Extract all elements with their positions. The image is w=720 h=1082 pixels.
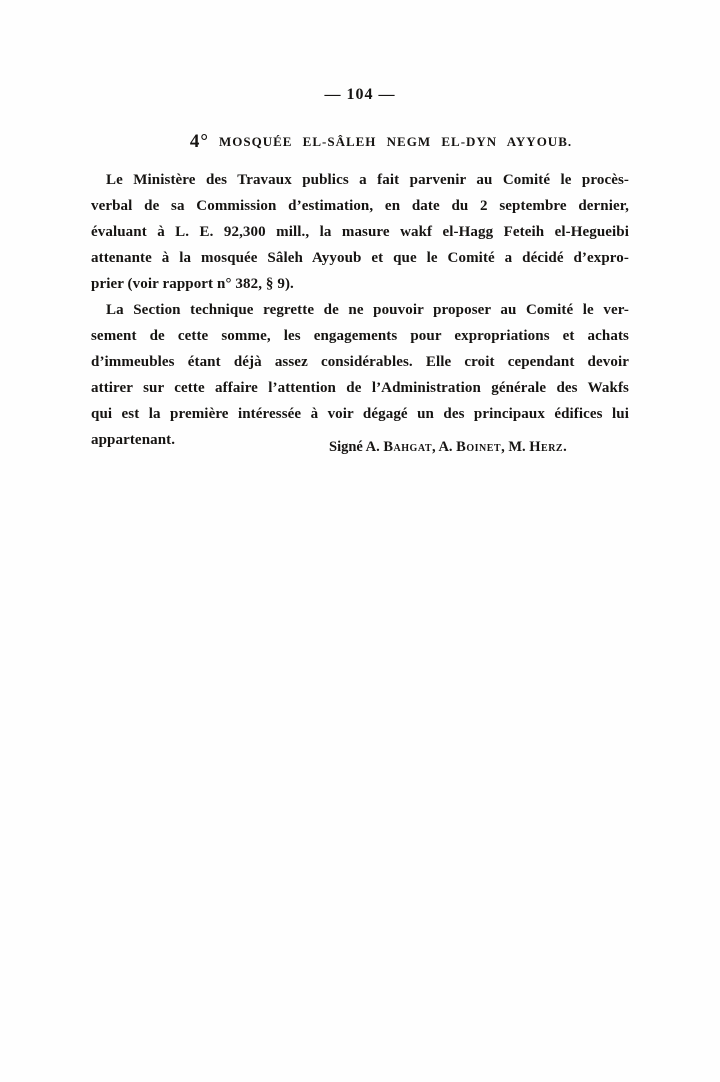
- signatory-name: Herz: [529, 439, 564, 455]
- text-line: qui est la première intéressée à voir dégagé un des principaux édifices lui: [91, 406, 629, 422]
- text-line: attirer sur cette affaire l’attention de l’Administration générale des Wakfs: [91, 380, 629, 396]
- signatory-name: Boinet: [456, 439, 502, 455]
- signature-line: [329, 439, 567, 456]
- text-line: d’immeubles étant déjà assez considérables. Elle croit cependant devoir: [91, 354, 629, 370]
- body-text: [91, 167, 629, 453]
- text-line: appartenant.: [91, 432, 176, 448]
- text-line: verbal de sa Commission d’estimation, en date du 2 septembre dernier,: [91, 198, 629, 214]
- page-number: — 104 —: [324, 86, 396, 103]
- text-line: prier (voir rapport n° 382, § 9).: [91, 276, 294, 292]
- section-heading: [91, 131, 629, 153]
- signature-prefix: Signé A.: [329, 439, 384, 455]
- signature-separator: , M.: [501, 439, 530, 455]
- heading-numeral: 4°: [189, 131, 209, 152]
- paragraph-1: [91, 167, 629, 297]
- text-line: évaluant à L. E. 92,300 mill., la masure wakf el-Hagg Feteih el-Hegueibi: [91, 224, 629, 240]
- signature-suffix: .: [563, 439, 567, 455]
- signatory-name: Bahgat: [383, 439, 432, 455]
- paragraph-2: [91, 297, 629, 453]
- heading-title: MOSQUÉE EL-SÂLEH NEGM EL-DYN AYYOUB.: [218, 134, 573, 149]
- text-line: La Section technique regrette de ne pouvoir proposer au Comité le ver-: [106, 302, 629, 318]
- text-line: attenante à la mosquée Sâleh Ayyoub et que le Comité a décidé d’expro-: [91, 250, 629, 266]
- text-line: sement de cette somme, les engagements pour expropriations et achats: [91, 328, 629, 344]
- signature-separator: , A.: [432, 439, 457, 455]
- text-line: Le Ministère des Travaux publics a fait parvenir au Comité le procès-: [106, 172, 629, 188]
